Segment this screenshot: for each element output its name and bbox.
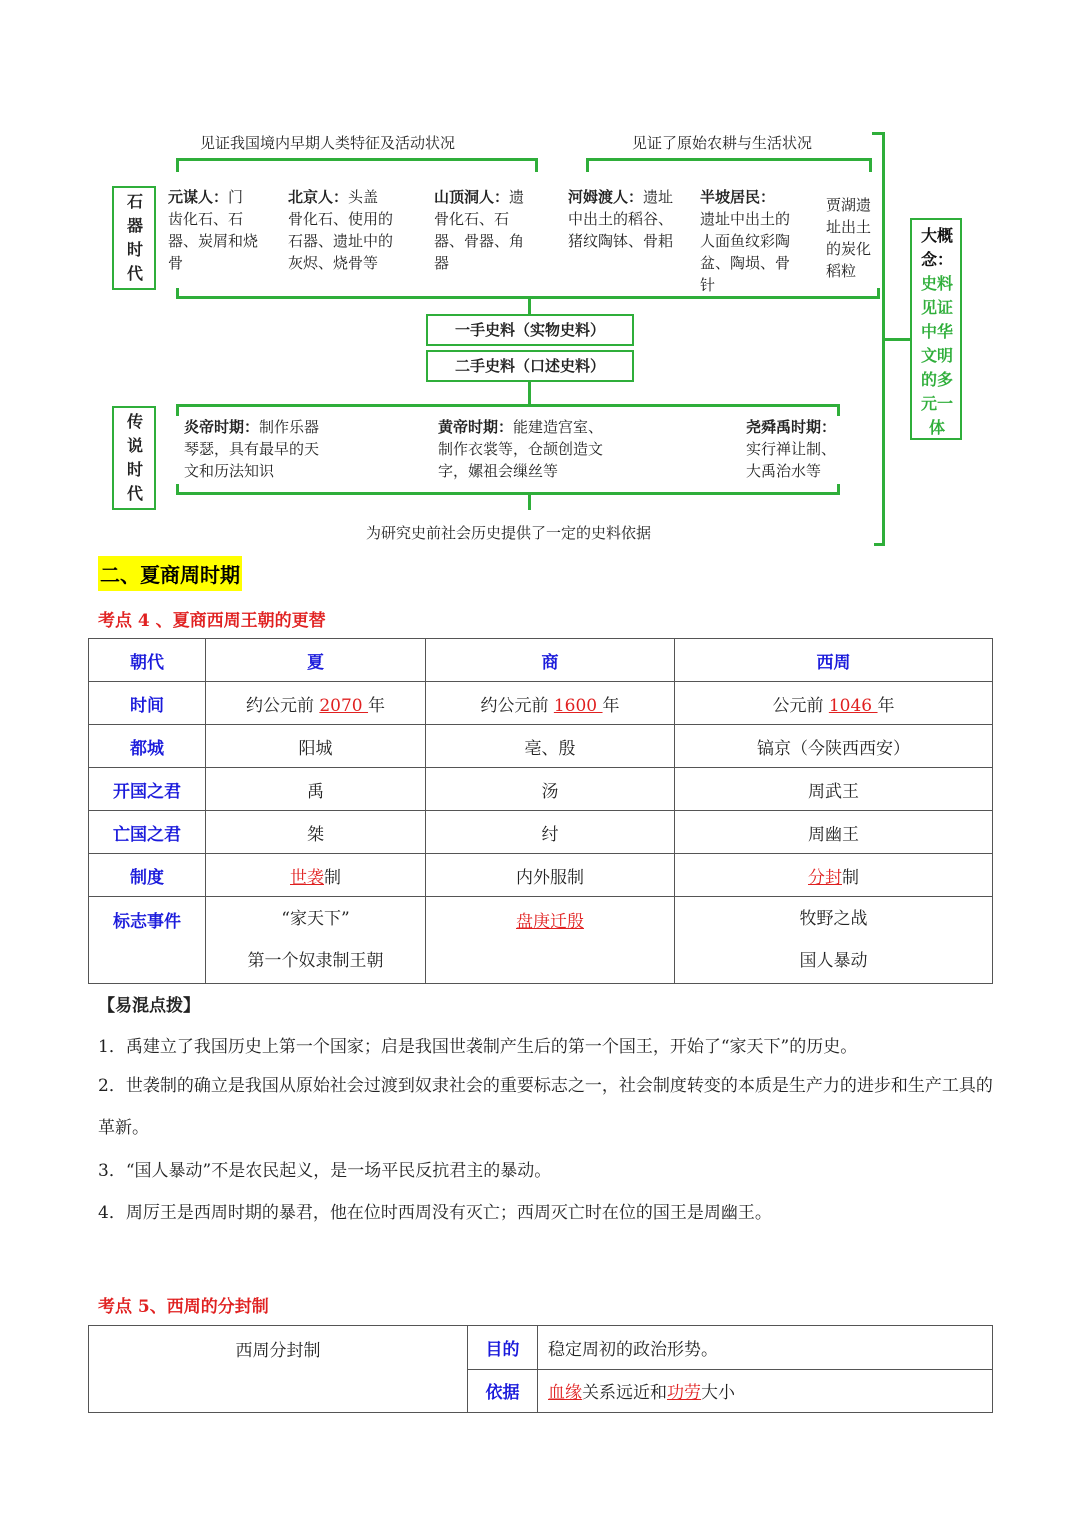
- table-cell: 分封制: [675, 854, 993, 897]
- table-row: [89, 811, 993, 854]
- bracket-line: [176, 404, 179, 416]
- table-cell: 周武王: [675, 768, 993, 811]
- dynasty-table: [88, 638, 993, 984]
- section-title: 二、夏商周时期: [98, 556, 242, 591]
- stone-age-label: 石器时代: [126, 192, 143, 283]
- row-label: 依据: [468, 1369, 538, 1413]
- header-cell: 商: [426, 639, 675, 682]
- table-cell: 亳、殷: [426, 725, 675, 768]
- table-row: [89, 725, 993, 768]
- legend-age-label: 传说时代: [126, 412, 143, 503]
- table-cell: 血缘关系远近和功劳大小: [538, 1369, 993, 1413]
- bracket-line: [176, 404, 840, 407]
- node-jiahu: 贾湖遗址出土的炭化稻粒: [826, 196, 872, 280]
- big-concept-key: 大概念：: [920, 226, 953, 269]
- bracket-line: [869, 158, 872, 172]
- bracket-line: [837, 404, 840, 416]
- table-cell: 盘庚迁殷: [426, 897, 675, 984]
- kp4-title: 考点 4 、夏商西周王朝的更替: [98, 611, 326, 631]
- bracket-line: [535, 158, 538, 172]
- node-banpo: 半坡居民：遗址中出土的人面鱼纹彩陶盆、陶埙、骨针: [700, 188, 791, 294]
- table-cell: 汤: [426, 768, 675, 811]
- big-bracket-line: [884, 338, 910, 341]
- legend-age-box: [112, 406, 156, 510]
- table-cell: 周幽王: [675, 811, 993, 854]
- note-item: 3．“国人暴动”不是农民起义，是一场平民反抗君主的暴动。: [98, 1161, 552, 1181]
- table-cell: 镐京（今陕西西安）: [675, 725, 993, 768]
- note-item: 2．世袭制的确立是我国从原始社会过渡到奴隶社会的重要标志之一，社会制度转变的本质是生产力的进步和生产工具的革新。: [98, 1076, 993, 1138]
- row-label: 都城: [89, 725, 206, 768]
- fengjian-table: [88, 1325, 993, 1413]
- bracket-line: [176, 158, 179, 172]
- bottom-caption: 为研究史前社会历史提供了一定的史料依据: [366, 524, 652, 542]
- bracket-line: [586, 158, 872, 161]
- table-row: [89, 1326, 993, 1370]
- table-row: [89, 768, 993, 811]
- row-label: 时间: [89, 682, 206, 725]
- table-cell: 内外服制: [426, 854, 675, 897]
- bracket-line: [586, 158, 589, 172]
- big-bracket-line: [874, 543, 884, 546]
- table-cell: 禹: [206, 768, 426, 811]
- notes: [98, 994, 998, 1229]
- table-cell: 公元前 1046 年: [675, 682, 993, 725]
- node-beijing: 北京人：头盖骨化石、使用的石器、遗址中的灰烬、烧骨等: [288, 188, 394, 272]
- big-bracket-line: [872, 132, 884, 135]
- bracket-line: [877, 288, 880, 298]
- top-left-caption: 见证我国境内早期人类特征及活动状况: [200, 134, 456, 152]
- notes-title: 【易混点拨】: [98, 996, 200, 1016]
- stone-age-box: [112, 186, 156, 290]
- node-yandi: 炎帝时期：制作乐器琴瑟，具有最早的天文和历法知识: [184, 418, 320, 480]
- row-label: 目的: [468, 1326, 538, 1370]
- node-huangdi: 黄帝时期：能建造宫室、制作衣裳等，仓颉创造文字，嫘祖会缫丝等: [438, 418, 604, 480]
- table-cell: 纣: [426, 811, 675, 854]
- connector-line: [528, 494, 531, 510]
- big-concept-box: [910, 218, 962, 440]
- first-hand-box: 一手史料（实物史料）: [426, 314, 634, 346]
- row-label: 标志事件: [89, 897, 206, 984]
- note-item: 1．禹建立了我国历史上第一个国家；启是我国世袭制产生后的第一个国王，开始了“家天下”的历史。: [98, 1037, 858, 1057]
- bracket-line: [176, 288, 179, 298]
- row-label: 制度: [89, 854, 206, 897]
- header-cell: 夏: [206, 639, 426, 682]
- table-cell: “家天下” 第一个奴隶制王朝: [206, 897, 426, 984]
- big-concept-value: 史料见证中华文明的多元一体: [920, 274, 953, 437]
- table-row: [89, 854, 993, 897]
- table-cell: 桀: [206, 811, 426, 854]
- top-right-caption: 见证了原始农耕与生活状况: [632, 134, 813, 152]
- node-yuanmou: 元谋人：门齿化石、石器、炭屑和烧骨: [168, 188, 259, 272]
- bracket-line: [837, 484, 840, 494]
- node-hemudu: 河姆渡人：遗址中出土的稻谷、猪纹陶钵、骨耜: [568, 188, 674, 250]
- node-yaoshunyu: 尧舜禹时期：实行禅让制、大禹治水等: [746, 418, 837, 480]
- bracket-line: [176, 158, 538, 161]
- table-cell: 约公元前 2070 年: [206, 682, 426, 725]
- note-item: 4．周厉王是西周时期的暴君，他在位时西周没有灭亡；西周灭亡时在位的国王是周幽王。: [98, 1203, 772, 1223]
- row-label: 亡国之君: [89, 811, 206, 854]
- header-cell: 西周: [675, 639, 993, 682]
- node-shandingdong: 山顶洞人：遗骨化石、石器、骨器、角器: [434, 188, 525, 272]
- table-cell: 牧野之战 国人暴动: [675, 897, 993, 984]
- row-label: 开国之君: [89, 768, 206, 811]
- table-row: [89, 639, 993, 682]
- connector-line: [528, 382, 531, 404]
- kp5-title: 考点 5、西周的分封制: [98, 1297, 269, 1317]
- table-cell: 约公元前 1600 年: [426, 682, 675, 725]
- bracket-line: [176, 492, 840, 495]
- table-cell: 阳城: [206, 725, 426, 768]
- bracket-line: [176, 484, 179, 494]
- table-cell: 稳定周初的政治形势。: [538, 1326, 993, 1370]
- table-row: [89, 897, 993, 984]
- table-cell: 世袭制: [206, 854, 426, 897]
- table-row: [89, 682, 993, 725]
- table-cell: 西周分封制: [89, 1326, 468, 1413]
- header-cell: 朝代: [89, 639, 206, 682]
- second-hand-box: 二手史料（口述史料）: [426, 350, 634, 382]
